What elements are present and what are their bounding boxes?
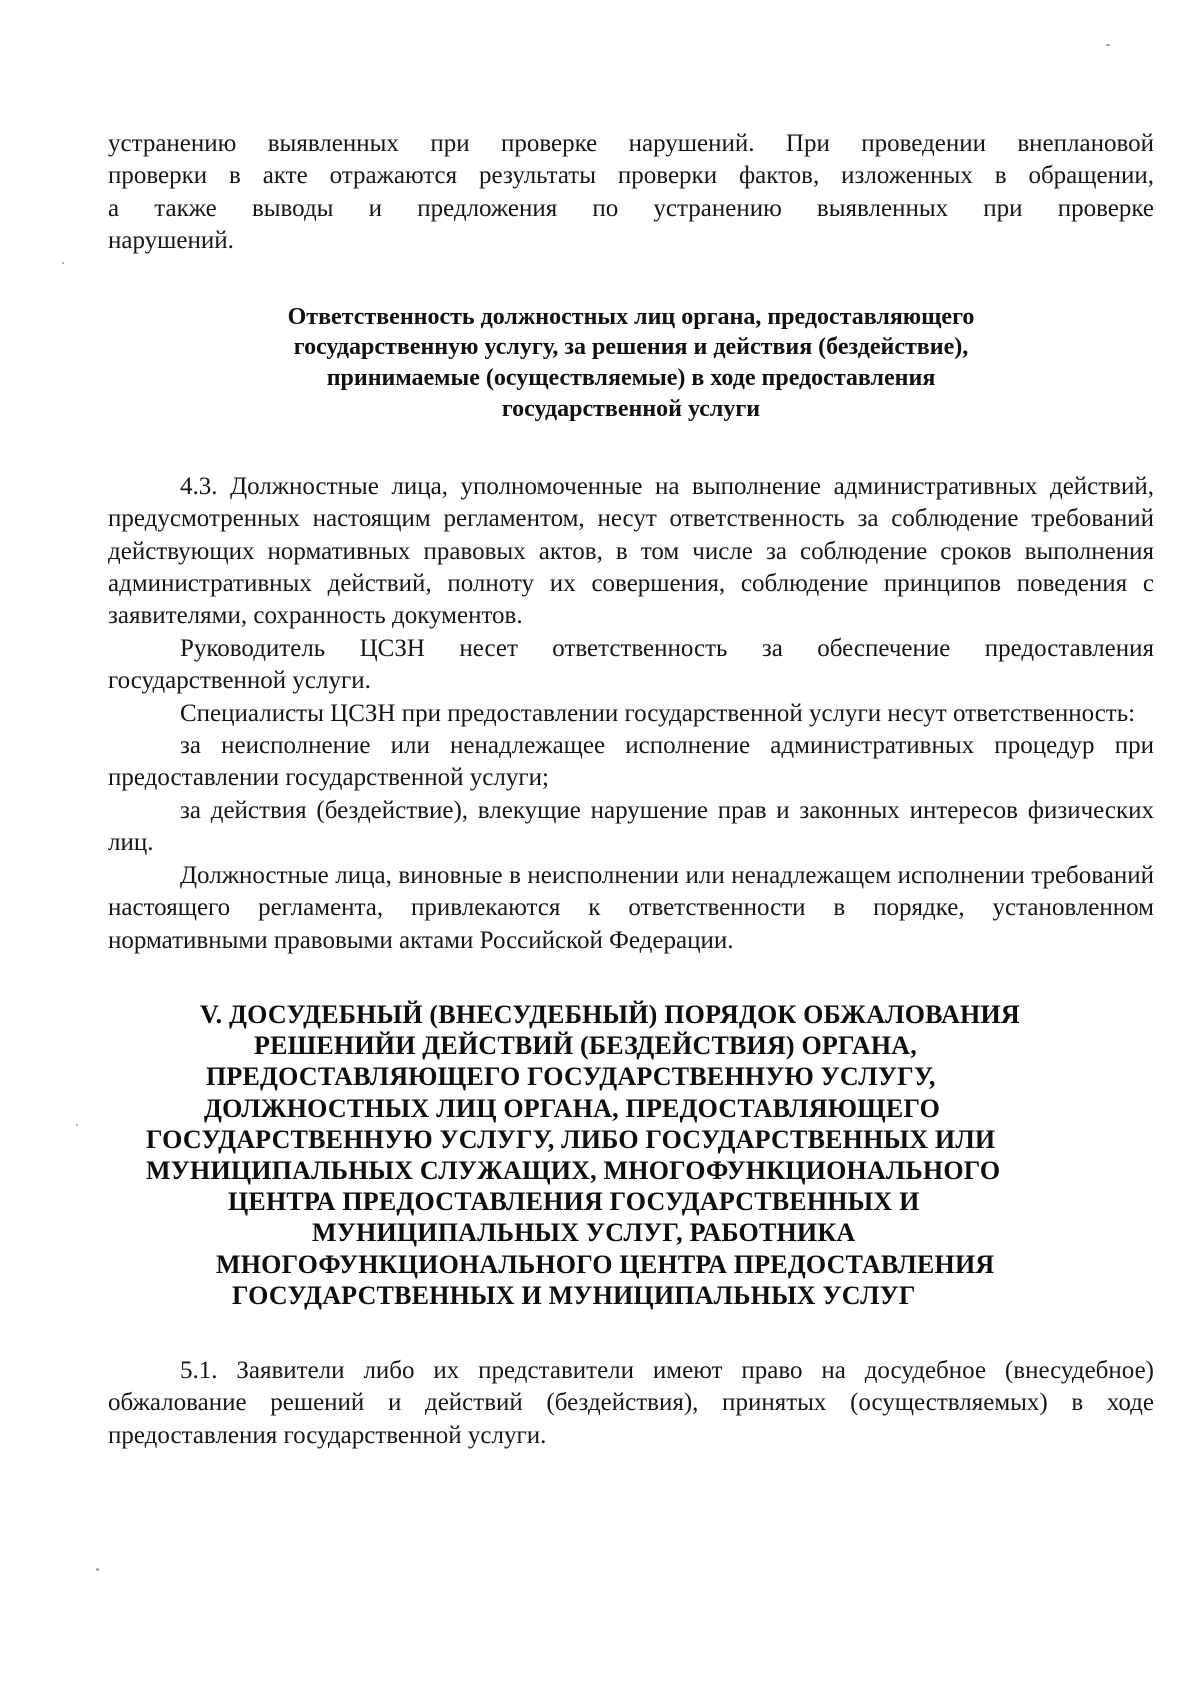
text-line: проверки в акте отражаются результаты проверки фактов, изложенных в обращении, bbox=[108, 162, 1154, 190]
paragraph-5-1: 5.1. Заявители либо их представители имеют право на досудебное (внесудебное) обжалование решений и действий (бездействия), принятых (осуществляемых) в ходе предоставления государственной услуги. bbox=[108, 1356, 1154, 1449]
paragraph-head-responsibility: Руководитель ЦСЗН несет ответственность за обеспечение предоставления государственной услуги. bbox=[108, 634, 1154, 695]
section-heading-responsibility bbox=[108, 302, 1154, 425]
paragraph-nonexecution: за неисполнение или ненадлежащее исполнение административных процедур при предоставлении государственной услуги; bbox=[108, 732, 1154, 792]
paragraph-specialists: Специалисты ЦСЗН при предоставлении государственной услуги несут ответственность: bbox=[180, 699, 1136, 727]
heading-line: ЦЕНТРА ПРЕДОСТАВЛЕНИЯ ГОСУДАРСТВЕННЫХ И bbox=[228, 1187, 920, 1217]
heading-line: МУНИЦИПАЛЬНЫХ УСЛУГ, РАБОТНИКА bbox=[312, 1218, 856, 1248]
heading-line: Ответственность должностных лиц органа, предоставляющего bbox=[287, 303, 975, 330]
scan-speck bbox=[1106, 44, 1110, 46]
scan-speck bbox=[96, 1568, 99, 1571]
heading-line: ПРЕДОСТАВЛЯЮЩЕГО ГОСУДАРСТВЕННУЮ УСЛУГУ, bbox=[206, 1062, 936, 1092]
text-line: а также выводы и предложения по устранению выявленных при проверке bbox=[108, 194, 1154, 222]
chapter-heading-appeal bbox=[108, 999, 1154, 1311]
scan-speck bbox=[76, 1124, 78, 1126]
heading-line: государственной услуги bbox=[501, 396, 761, 423]
heading-line: ГОСУДАРСТВЕННУЮ УСЛУГУ, ЛИБО ГОСУДАРСТВЕННЫХ ИЛИ bbox=[146, 1124, 996, 1154]
paragraph-actions: за действия (бездействие), влекущие нарушение прав и законных интересов физических лиц. bbox=[108, 796, 1154, 857]
heading-line: ГОСУДАРСТВЕННЫХ И МУНИЦИПАЛЬНЫХ УСЛУГ bbox=[232, 1280, 916, 1310]
paragraph-inspection-results bbox=[108, 128, 1154, 258]
text-line: нарушений. bbox=[108, 227, 234, 255]
text-line: устранению выявленных при проверке нарушений. При проведении внеплановой bbox=[108, 130, 1154, 157]
paragraph-liability: Должностные лица, виновные в неисполнении или ненадлежащем исполнении требований настоящего регламента, привлекаются к ответственности в порядке, установленном нормативными правовыми актами Российской Федерации. bbox=[108, 861, 1154, 954]
heading-line: государственную услугу, за решения и действия (бездействие), bbox=[293, 334, 969, 361]
scan-speck bbox=[62, 262, 64, 264]
responsibility-section bbox=[108, 471, 1154, 957]
heading-line: МНОГОФУНКЦИОНАЛЬНОГО ЦЕНТРА ПРЕДОСТАВЛЕНИЯ bbox=[216, 1249, 995, 1279]
heading-line: РЕШЕНИЙИ ДЕЙСТВИЙ (БЕЗДЕЙСТВИЯ) ОРГАНА, bbox=[254, 1031, 917, 1061]
heading-line: ДОЛЖНОСТНЫХ ЛИЦ ОРГАНА, ПРЕДОСТАВЛЯЮЩЕГО bbox=[204, 1093, 940, 1123]
heading-line: МУНИЦИПАЛЬНЫХ СЛУЖАЩИХ, МНОГОФУНКЦИОНАЛЬНОГО bbox=[146, 1155, 1001, 1185]
paragraph-4-3: 4.3. Должностные лица, уполномоченные на выполнение административных действий, предусмотренных настоящим регламентом, несут ответственность за соблюдение требований действующих нормативных правовых актов, в том числе за соблюдение сроков выполнения административных действий, полноту их совершения, соблюдение принципов поведения с заявителями, сохранность документов. bbox=[108, 472, 1154, 630]
heading-line: V. ДОСУДЕБНЫЙ (ВНЕСУДЕБНЫЙ) ПОРЯДОК ОБЖАЛОВАНИЯ bbox=[200, 999, 1020, 1029]
heading-line: принимаемые (осуществляемые) в ходе предоставления bbox=[326, 365, 936, 392]
